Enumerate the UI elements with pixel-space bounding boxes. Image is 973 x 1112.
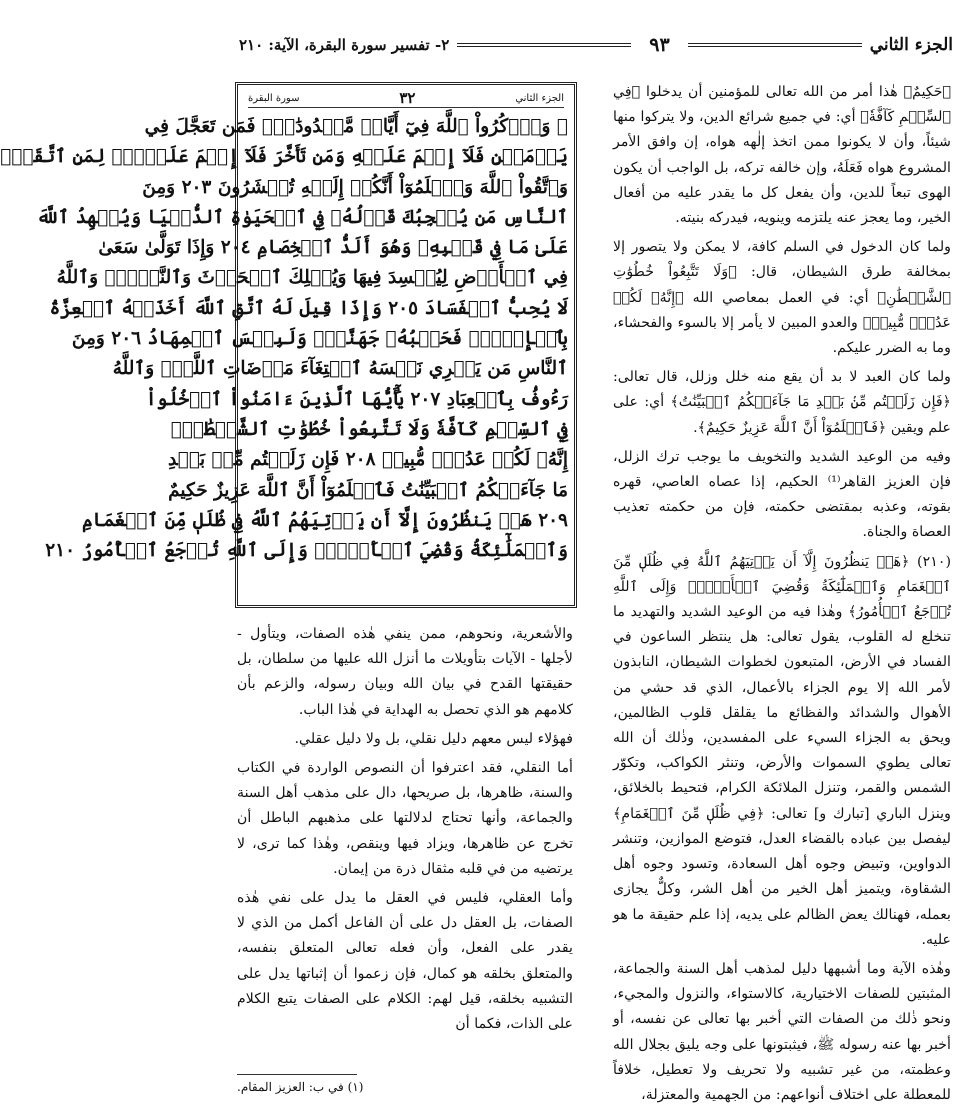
paragraph: (٢١٠) ﴿هَلۡ يَنظُرُونَ إِلَّآ أَن يَأۡتِيَهُمُ ٱللَّهُ فِي ظُلَلٖ مِّنَ ٱلۡغَمَامِ وَٱلۡمَلَٰٓئِكَةُ وَقُضِيَ ٱلۡأَمۡرُۚ وَإِلَى ٱللَّهِ تُرۡجَعُ ٱلۡأُمُورُ﴾ وهٰذا فيه من الوعيد الشديد والتهديد ما تنخلع له القلوب، يقول تعالى: هل ينتظر الساعون في الفساد في الأرض، المتبعون لخطوات الشيطان، النابذون لأمر الله إلا يوم الجزاء بالأعمال، الذي قد حشي من الأهوال والشدائد والفظائع ما يقلقل قلوب الظالمين، ويحق به الجزاء السيء على المفسدين، وذٰلك أن الله تعالى يطوي السموات والأرض، وتنثر الكواكب، وتكوّر الشمس والقمر، وتنزل الملائكة الكرام، فتحيط بالخلائق، وينزل الباري [تبارك و] تعالى: ﴿فِي ظُلَلٖ مِّنَ ٱلۡغَمَامِ﴾ ليفصل بين عباده بالقضاء العدل، فتوضع الموازين، وتنشر الدواوين، وتبيض وجوه أهل السعادة، وتسود وجوه أهل الشقاوة، ويتميز أهل الخير من أهل الشر، وكلٌّ يجازى بعمله، فهنالك يعض الظالم على يديه، إذا علم حقيقة ما هو عليه. [613,553,951,948]
quran-line: بِٱلۡإِثۡمِۚ فَحَسۡبُهُۥ جَهَنَّمُۖ وَلَبِئۡسَ ٱلۡمِهَادُ ٢٠٦ وَمِنَ [71,328,568,350]
quran-line: ٱلنَّاسِ مَن يَشۡرِي نَفۡسَهُ ٱبۡتِغَآءَ مَرۡضَاتِ ٱللَّهِۚ وَٱللَّهُ [112,358,568,380]
quran-line: ٱلنَّاسِ مَن يُعۡجِبُكَ قَوۡلُهُۥ فِي ٱلۡحَيَوٰةِ ٱلدُّنۡيَا وَيُشۡهِدُ ٱللَّهَ [36,206,568,228]
quran-page-number: ٣٢ [399,89,416,107]
quran-line: إِنَّهُۥ لَكُمۡ عَدُوّٞ مُّبِينٞ ٢٠٨ فَإِن زَلَلۡتُم مِّنۢ بَعۡدِ [168,449,568,471]
quran-part-label: الجزء الثاني [515,92,564,104]
paragraph: ﴿حَكِيمٌ﴾ هٰذا أمر من الله تعالى للمؤمنين أن يدخلوا ﴿فِي ٱلسِّلۡمِ كَآفَّةٗ﴾ أي: في جميع شرائع الدين، ولا يتركوا منها شيئاً، وأن لا يكونوا ممن اتخذ إلٰهه هواه، إن وافق الأمر المشروع هواه فَعَلَهُ، وإن خالفه تركه، بل الواجب أن يكون الهوى تبعاً للدين، وأن يفعل كل ما يقدر عليه من أفعال الخير، وما يعجز عنه يلتزمه وينويه، فيدركه بنيته. [613,84,951,227]
quran-line: ۞ وَٱذۡكُرُواْ ٱللَّهَ فِيٓ أَيَّامٖ مَّعۡدُودَٰتٖۚ فَمَن تَعَجَّلَ فِي [144,116,568,137]
paragraph: والأشعرية، ونحوهم، ممن ينفي هٰذه الصفات، ويتأول - لأجلها - الآيات بتأويلات ما أنزل الله عليها من سلطان، بل حقيقتها القدح في بيان الله وبيان رسوله، والزعم بأن كلامهم هو الذي تحصل به الهداية في هٰذا الباب. [237,626,573,718]
chapter-title: ٢- تفسير سورة البقرة، الآية: ٢١٠ [239,36,450,54]
quran-line: فِي ٱلسِّلۡمِ كَآفَّةٗ وَلَا تَتَّبِعُواْ خُطُوَٰتِ ٱلشَّيۡطَٰنِۚ [170,418,568,440]
quran-line: وَٱلۡمَلَٰٓئِكَةُ وَقُضِيَ ٱلۡأَمۡرُۚ وَإِلَى ٱللَّهِ تُرۡجَعُ ٱلۡأُمُورُ ٢١٠ [45,540,568,562]
footnote: (١) في ب: العزيز المقام. [237,1080,364,1094]
right-text-column [613,80,951,1112]
quran-page-frame [0,82,577,608]
paragraph: ولما كان الدخول في السلم كافة، لا يمكن ولا يتصور إلا بمخالفة طرق الشيطان، قال: ﴿وَلَا تَتَّبِعُواْ خُطُوَٰتِ ٱلشَّيۡطَٰنِ﴾ أي: في العمل بمعاصي الله ﴿إِنَّهُۥ لَكُمۡ عَدُوّٞ مُّبِينٞ﴾ والعدو المبين لا يأمر إلا بالسوء والفحشاء، وما به الضرر عليكم. [613,239,951,357]
quran-line: يَوۡمَيۡنِ فَلَآ إِثۡمَ عَلَيۡهِ وَمَن تَأَخَّرَ فَلَآ إِثۡمَ عَلَيۡهِۖ لِمَنِ ٱتَّقَىٰۗ [0,146,568,168]
page-number: ٩٣ [649,34,670,56]
paragraph: فهؤلاء ليس معهم دليل نقلي، بل ولا دليل عقلي. [294,730,573,747]
quran-line: وَٱتَّقُواْ ٱللَّهَ وَٱعۡلَمُوٓاْ أَنَّكُمۡ إِلَيۡهِ تُحۡشَرُونَ ٢٠٣ وَمِنَ [142,176,568,198]
paragraph: وفيه من الوعيد الشديد والتخويف ما يوجب ترك الزلل، فإن العزيز القاهر⁽¹⁾ الحكيم، إذا عصاه العاصي، قهره بقوته، وعذبه بمقتضى حكمته، فإن من حكمته تعذيب العصاة والجناة. [613,448,951,541]
quran-line: لَا يُحِبُّ ٱلۡفَسَادَ ٢٠٥ وَإِذَا قِيلَ لَهُ ٱتَّقِ ٱللَّهَ أَخَذَتۡهُ ٱلۡعِزَّةُ [49,297,568,319]
paragraph: وأما العقلي، فليس في العقل ما يدل على نفي هٰذه الصفات، بل العقل دل على أن الفاعل أكمل من الذي لا يقدر على الفعل، وأن فعله تعالى المتعلق بنفسه، والمتعلق بخلقه هو كمال، فإن زعموا أن إثباتها يدل على التشبيه بخلقه، قيل لهم: الكلام على الصفات يتبع الكلام على الذات، فكما أن [237,890,573,1033]
quran-page-header [248,89,564,108]
header-rule-left [457,43,631,47]
quran-line: ٢٠٩ هَلۡ يَنظُرُونَ إِلَّآ أَن يَأۡتِيَهُمُ ٱللَّهُ فِي ظُلَلٖ مِّنَ ٱلۡغَمَامِ [81,509,568,531]
part-title: الجزء الثاني [869,35,953,55]
paragraph: أما النقلي، فقد اعترفوا أن النصوص الواردة في الكتاب والسنة، ظاهرها، بل صريحها، دال على مذهب أهل السنة والجماعة، وأنها تحتاج لدلالتها على مذهبهم الباطل أن تخرج عن ظاهرها، ويزاد فيها وينقص، وهٰذا كما ترى، لا يرتضيه من في قلبه مثقال ذرة من إيمان. [237,760,573,877]
quran-line: فِي ٱلۡأَرۡضِ لِيُفۡسِدَ فِيهَا وَيُهۡلِكَ ٱلۡحَرۡثَ وَٱلنَّسۡلَۚ وَٱللَّهُ [56,267,568,289]
paragraph: وهٰذه الآية وما أشبهها دليل لمذهب أهل السنة والجماعة، المثبتين للصفات الاختيارية، كالاستواء، والنزول والمجيء، ونحو ذٰلك من الصفات التي أخبر بها تعالى عن نفسه، أو أخبر بها عنه رسوله ﷺ، فيثبتونها على وجه يليق بجلال الله وعظمته، من غير تشبيه ولا تحريف ولا تعطيل، خلافاً للمعطلة على اختلاف أنواعهم: من الجهمية والمعتزلة، [613,960,951,1103]
left-text-column [237,622,573,1041]
quran-line: رَءُوفُۢ بِٱلۡعِبَادِ ٢٠٧ يَٰٓأَيُّهَا ٱلَّذِينَ ءَامَنُواْ ٱدۡخُلُواْ [145,388,568,410]
paragraph: ولما كان العبد لا بد أن يقع منه خلل وزلل، قال تعالى: ﴿فَإِن زَلَلۡتُم مِّنۢ بَعۡدِ مَا جَآءَتۡكُمُ ٱلۡبَيِّنَٰتُ﴾ أي: على علم ويقين ﴿فَٱعۡلَمُوٓاْ أَنَّ ٱللَّهَ عَزِيزٌ حَكِيمٌ﴾. [613,369,951,436]
header-rule-right [688,43,862,47]
quran-line: مَا جَآءَتۡكُمُ ٱلۡبَيِّنَٰتُ فَٱعۡلَمُوٓاْ أَنَّ ٱللَّهَ عَزِيزٌ حَكِيمٌ [168,479,568,501]
quran-line: عَلَىٰ مَا فِي قَلۡبِهِۦ وَهُوَ أَلَدُّ ٱلۡخِصَامِ ٢٠٤ وَإِذَا تَوَلَّىٰ سَعَىٰ [98,237,568,259]
page-header [239,30,953,60]
quran-surah-label: سورة البقرة [248,92,300,104]
footnote-divider [237,1074,357,1075]
quran-verses [0,112,568,566]
